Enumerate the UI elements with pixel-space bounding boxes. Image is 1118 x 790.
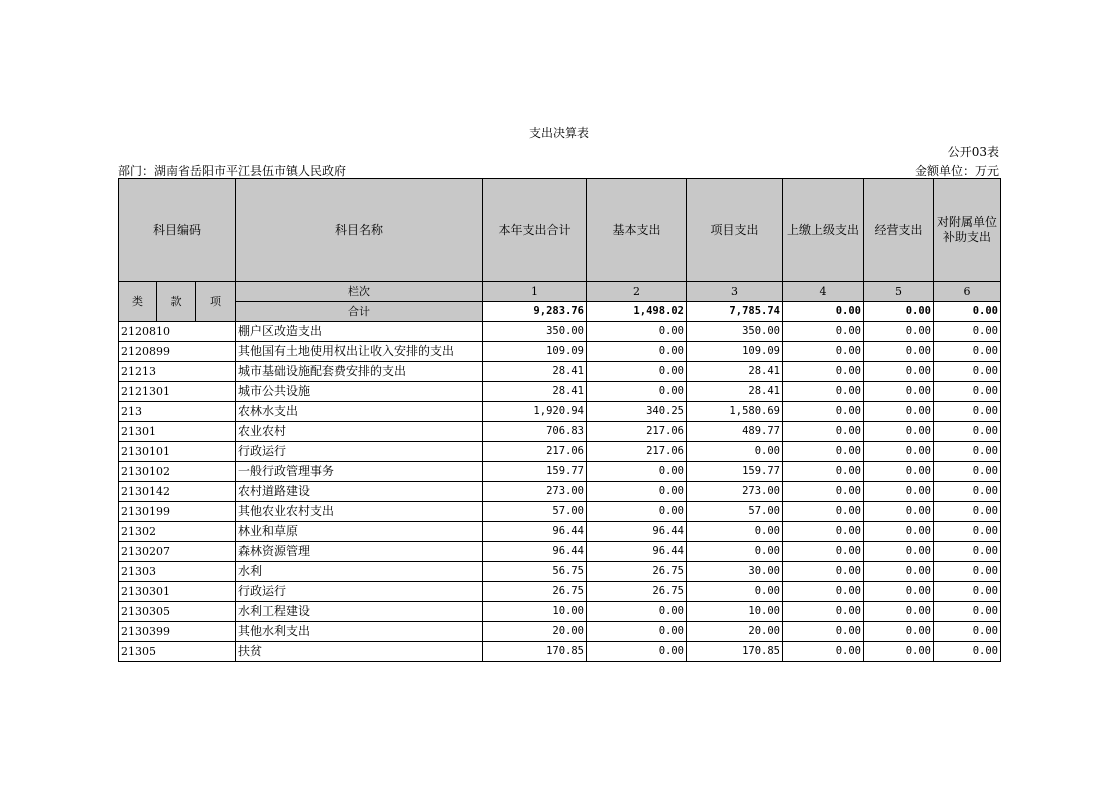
header-xiang: 项 [196, 282, 236, 322]
row-value: 0.00 [934, 622, 1001, 642]
row-code: 2130199 [119, 502, 236, 522]
row-name: 林业和草原 [236, 522, 483, 542]
row-name: 城市基础设施配套费安排的支出 [236, 362, 483, 382]
row-value: 350.00 [483, 322, 587, 342]
row-value: 0.00 [783, 442, 864, 462]
row-value: 0.00 [783, 422, 864, 442]
row-code: 2120899 [119, 342, 236, 362]
row-code: 2120810 [119, 322, 236, 342]
table-row [119, 482, 1001, 502]
row-value: 0.00 [687, 582, 783, 602]
row-value: 0.00 [864, 462, 934, 482]
row-name: 水利 [236, 562, 483, 582]
row-value: 0.00 [587, 342, 687, 362]
row-value: 217.06 [483, 442, 587, 462]
row-value: 0.00 [587, 502, 687, 522]
row-name: 其他水利支出 [236, 622, 483, 642]
col-index-2: 2 [587, 282, 687, 302]
row-value: 0.00 [864, 442, 934, 462]
row-code: 2130305 [119, 602, 236, 622]
row-code: 21301 [119, 422, 236, 442]
row-value: 0.00 [864, 522, 934, 542]
row-value: 0.00 [587, 322, 687, 342]
row-name: 行政运行 [236, 442, 483, 462]
row-value: 57.00 [483, 502, 587, 522]
row-value: 0.00 [864, 542, 934, 562]
row-value: 159.77 [483, 462, 587, 482]
table-row [119, 342, 1001, 362]
row-value: 28.41 [483, 362, 587, 382]
row-value: 0.00 [934, 502, 1001, 522]
row-name: 水利工程建设 [236, 602, 483, 622]
row-value: 28.41 [687, 362, 783, 382]
row-value: 96.44 [483, 542, 587, 562]
row-value: 96.44 [587, 542, 687, 562]
row-value: 0.00 [783, 322, 864, 342]
table-row [119, 422, 1001, 442]
table-row [119, 602, 1001, 622]
row-value: 217.06 [587, 422, 687, 442]
row-value: 0.00 [934, 442, 1001, 462]
total-value: 0.00 [934, 302, 1001, 322]
row-value: 0.00 [783, 402, 864, 422]
row-value: 57.00 [687, 502, 783, 522]
row-value: 273.00 [483, 482, 587, 502]
report-title: 支出决算表 [528, 126, 589, 140]
row-value: 0.00 [687, 522, 783, 542]
row-value: 0.00 [934, 602, 1001, 622]
row-value: 0.00 [783, 522, 864, 542]
row-name: 扶贫 [236, 642, 483, 662]
expenditure-table [118, 178, 1001, 662]
row-code: 21302 [119, 522, 236, 542]
row-value: 0.00 [783, 482, 864, 502]
row-value: 0.00 [864, 642, 934, 662]
row-value: 0.00 [934, 642, 1001, 662]
row-value: 0.00 [587, 382, 687, 402]
row-value: 170.85 [687, 642, 783, 662]
row-value: 0.00 [864, 422, 934, 442]
row-value: 489.77 [687, 422, 783, 442]
row-value: 0.00 [783, 642, 864, 662]
row-value: 96.44 [587, 522, 687, 542]
header-lanci: 栏次 [236, 282, 483, 302]
row-value: 273.00 [687, 482, 783, 502]
header-basic: 基本支出 [587, 179, 687, 282]
row-value: 109.09 [687, 342, 783, 362]
row-value: 217.06 [587, 442, 687, 462]
row-value: 0.00 [864, 362, 934, 382]
row-value: 0.00 [783, 362, 864, 382]
table-row [119, 582, 1001, 602]
row-name: 行政运行 [236, 582, 483, 602]
row-value: 0.00 [934, 462, 1001, 482]
row-value: 706.83 [483, 422, 587, 442]
total-label: 合计 [236, 302, 483, 322]
table-row [119, 622, 1001, 642]
row-name: 其他国有土地使用权出让收入安排的支出 [236, 342, 483, 362]
row-value: 0.00 [864, 602, 934, 622]
header-code: 科目编码 [119, 179, 236, 282]
row-value: 26.75 [587, 582, 687, 602]
row-value: 0.00 [783, 582, 864, 602]
unit-label: 金额单位：万元 [914, 164, 999, 178]
row-value: 0.00 [864, 502, 934, 522]
row-code: 2130207 [119, 542, 236, 562]
row-value: 0.00 [934, 522, 1001, 542]
row-value: 0.00 [934, 542, 1001, 562]
row-value: 28.41 [687, 382, 783, 402]
header-total: 本年支出合计 [483, 179, 587, 282]
row-value: 10.00 [483, 602, 587, 622]
row-name: 其他农业农村支出 [236, 502, 483, 522]
table-row [119, 562, 1001, 582]
row-code: 2130102 [119, 462, 236, 482]
row-value: 0.00 [934, 402, 1001, 422]
form-number: 公开03表 [947, 145, 999, 159]
row-value: 10.00 [687, 602, 783, 622]
row-value: 170.85 [483, 642, 587, 662]
row-value: 0.00 [783, 342, 864, 362]
row-value: 0.00 [934, 482, 1001, 502]
row-value: 0.00 [783, 622, 864, 642]
row-value: 20.00 [687, 622, 783, 642]
total-value: 0.00 [783, 302, 864, 322]
row-name: 森林资源管理 [236, 542, 483, 562]
row-value: 159.77 [687, 462, 783, 482]
row-value: 0.00 [783, 502, 864, 522]
row-value: 0.00 [934, 582, 1001, 602]
row-code: 2130399 [119, 622, 236, 642]
row-value: 0.00 [934, 342, 1001, 362]
row-value: 0.00 [864, 622, 934, 642]
row-value: 96.44 [483, 522, 587, 542]
table-row [119, 322, 1001, 342]
row-value: 0.00 [587, 642, 687, 662]
total-value: 9,283.76 [483, 302, 587, 322]
row-value: 109.09 [483, 342, 587, 362]
row-name: 城市公共设施 [236, 382, 483, 402]
row-code: 21213 [119, 362, 236, 382]
table-row [119, 362, 1001, 382]
col-index-4: 4 [783, 282, 864, 302]
row-code: 2121301 [119, 382, 236, 402]
table-row [119, 462, 1001, 482]
table-row [119, 502, 1001, 522]
row-value: 30.00 [687, 562, 783, 582]
row-value: 0.00 [934, 422, 1001, 442]
row-value: 0.00 [934, 562, 1001, 582]
row-value: 0.00 [587, 482, 687, 502]
department-label: 部门：湖南省岳阳市平江县伍市镇人民政府 [118, 164, 347, 178]
row-code: 21303 [119, 562, 236, 582]
row-value: 0.00 [934, 382, 1001, 402]
row-value: 0.00 [587, 622, 687, 642]
row-value: 1,920.94 [483, 402, 587, 422]
header-subsidy: 对附属单位补助支出 [934, 179, 1001, 282]
row-value: 0.00 [864, 402, 934, 422]
row-code: 2130301 [119, 582, 236, 602]
total-value: 1,498.02 [587, 302, 687, 322]
row-value: 0.00 [783, 562, 864, 582]
row-value: 0.00 [864, 382, 934, 402]
col-index-5: 5 [864, 282, 934, 302]
row-value: 0.00 [687, 542, 783, 562]
row-value: 0.00 [783, 462, 864, 482]
table-row [119, 642, 1001, 662]
row-value: 20.00 [483, 622, 587, 642]
col-index-6: 6 [934, 282, 1001, 302]
row-value: 0.00 [864, 582, 934, 602]
column-index-row [119, 282, 1001, 302]
row-value: 0.00 [864, 482, 934, 502]
row-value: 0.00 [783, 602, 864, 622]
table-row [119, 542, 1001, 562]
row-code: 2130101 [119, 442, 236, 462]
header-name: 科目名称 [236, 179, 483, 282]
header-upper: 上缴上级支出 [783, 179, 864, 282]
row-value: 26.75 [587, 562, 687, 582]
row-value: 0.00 [783, 382, 864, 402]
row-value: 0.00 [587, 602, 687, 622]
header-lei: 类 [119, 282, 157, 322]
header-business: 经营支出 [864, 179, 934, 282]
row-name: 一般行政管理事务 [236, 462, 483, 482]
total-value: 7,785.74 [687, 302, 783, 322]
row-name: 棚户区改造支出 [236, 322, 483, 342]
table-row [119, 522, 1001, 542]
total-value: 0.00 [864, 302, 934, 322]
row-value: 0.00 [783, 542, 864, 562]
row-value: 0.00 [864, 342, 934, 362]
row-value: 0.00 [587, 362, 687, 382]
row-value: 0.00 [864, 322, 934, 342]
header-kuan: 款 [157, 282, 196, 322]
row-value: 28.41 [483, 382, 587, 402]
table-row [119, 402, 1001, 422]
header-row [119, 179, 1001, 282]
row-value: 0.00 [864, 562, 934, 582]
col-index-1: 1 [483, 282, 587, 302]
table-row [119, 442, 1001, 462]
row-name: 农村道路建设 [236, 482, 483, 502]
row-name: 农业农村 [236, 422, 483, 442]
row-value: 56.75 [483, 562, 587, 582]
row-code: 213 [119, 402, 236, 422]
col-index-3: 3 [687, 282, 783, 302]
row-code: 21305 [119, 642, 236, 662]
row-code: 2130142 [119, 482, 236, 502]
row-value: 350.00 [687, 322, 783, 342]
row-value: 0.00 [587, 462, 687, 482]
header-project: 项目支出 [687, 179, 783, 282]
row-value: 26.75 [483, 582, 587, 602]
row-value: 1,580.69 [687, 402, 783, 422]
total-row [119, 302, 1001, 322]
row-value: 0.00 [934, 362, 1001, 382]
row-value: 0.00 [934, 322, 1001, 342]
row-name: 农林水支出 [236, 402, 483, 422]
table-row [119, 382, 1001, 402]
row-value: 0.00 [687, 442, 783, 462]
row-value: 340.25 [587, 402, 687, 422]
